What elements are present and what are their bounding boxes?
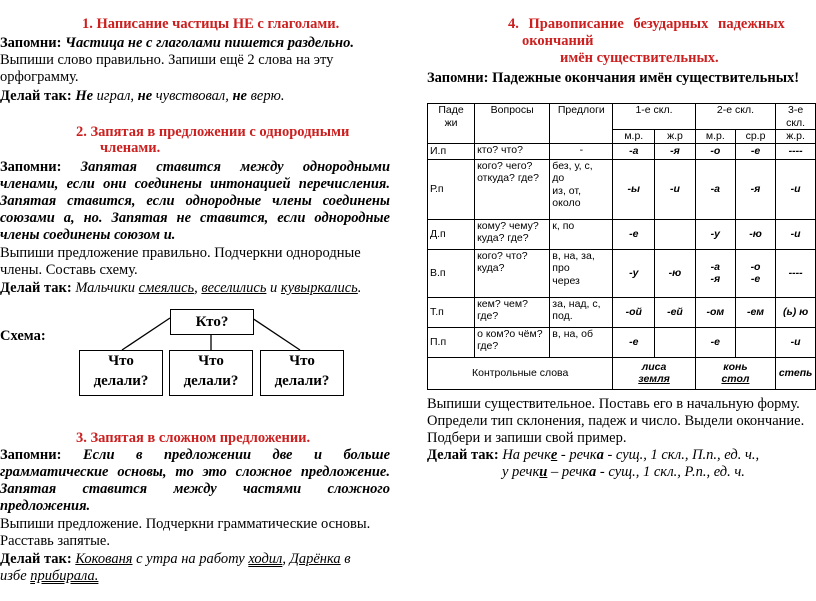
do-label: Делай так: — [0, 280, 72, 296]
case-ending: ---- — [776, 249, 816, 297]
control-word: степь — [776, 357, 816, 389]
example-subject: Мальчики — [75, 280, 136, 296]
case-name: Д.п — [428, 219, 475, 249]
example-word: играл, — [96, 88, 135, 104]
section-4-heading-line-2: окончаний — [522, 33, 594, 49]
case-prepositions: без, у, с, до из, от, около — [550, 159, 613, 219]
case-ending: -е — [613, 219, 655, 249]
s2-example: Делай так: Мальчики смеялись, веселились и кувыркались. — [0, 280, 362, 296]
case-name: Р.п — [428, 159, 475, 219]
s2-rule: Запятая ставится между однородными — [80, 159, 391, 175]
case-row — [428, 297, 816, 327]
header-prepositions: Предлоги — [550, 104, 613, 144]
s2-rule-line-3: Запятая ставится, если однородные члены соединены — [0, 193, 390, 209]
s3-rule: Если в предложении две и больше — [82, 447, 390, 463]
s3-rule-line-2: грамматические основы, то это сложное предложение. — [0, 464, 390, 480]
case-prepositions: в, на, за, про через — [550, 249, 613, 297]
section-1-heading: 1. Написание частицы НЕ с глаголами. — [82, 16, 340, 32]
header-questions: Вопросы — [475, 104, 550, 144]
header-declension-3: 3-е скл. — [776, 104, 816, 130]
header-declension-2: 2-е скл. — [695, 104, 775, 130]
remember-label: Запомни: — [0, 159, 62, 175]
section-2-heading-line-1: 2. Запятая в предложении с однородными — [76, 124, 350, 140]
example-verb: кувыркались — [280, 280, 358, 296]
table-header-row — [428, 104, 816, 130]
section-4-heading-line-1: 4. Правописание безударных падежных — [508, 16, 785, 32]
example-word: верю. — [250, 88, 285, 104]
control-words-label: Контрольные слова — [428, 357, 613, 389]
case-ending: -е — [695, 327, 735, 357]
case-ending — [735, 327, 775, 357]
case-prepositions: к, по — [550, 219, 613, 249]
example-ending: и — [539, 464, 548, 480]
case-ending — [655, 219, 696, 249]
case-ending: -о — [695, 143, 735, 159]
case-ending: -ой — [613, 297, 655, 327]
example-ending: а — [589, 464, 597, 480]
case-questions: кого? что? куда? — [475, 249, 550, 297]
example-predicate: ходил — [248, 551, 283, 567]
header-case: Паде жи — [428, 104, 475, 144]
case-questions: кем? чем? где? — [475, 297, 550, 327]
case-name: В.п — [428, 249, 475, 297]
case-name: И.п — [428, 143, 475, 159]
example-subject: Кокованя — [75, 551, 133, 567]
scheme-predicate-box: Что делали? — [169, 350, 253, 396]
control-word: лиса земля — [613, 357, 695, 389]
case-row — [428, 327, 816, 357]
case-name: Т.п — [428, 297, 475, 327]
s2-task-line-1: Выпиши предложение правильно. Подчеркни однородные — [0, 245, 361, 261]
case-questions: кого? чего? откуда? где? — [475, 159, 550, 219]
case-ending: -а -я — [695, 249, 735, 297]
case-ending: -я — [735, 159, 775, 219]
case-questions: кому? чему? куда? где? — [475, 219, 550, 249]
case-ending: -и — [655, 159, 696, 219]
s2-rule-line-4: союзами а, но. Запятая не ставится, если однородные — [0, 210, 390, 226]
gender-cell: м.р. — [695, 130, 735, 144]
do-label: Делай так: — [0, 551, 72, 567]
example-ending: а — [596, 447, 604, 463]
scheme-label: Схема: — [0, 328, 46, 344]
case-ending — [655, 327, 696, 357]
s4-task-line-2: Определи тип склонения, падеж и число. Выдели окончание. — [427, 413, 805, 429]
s1-task-line-1: Выпиши слово правильно. Запиши ещё 2 слова на эту — [0, 52, 334, 68]
gender-cell: ж.р — [655, 130, 696, 144]
case-endings-table — [427, 103, 816, 390]
case-ending: ---- — [776, 143, 816, 159]
case-ending: -ю — [655, 249, 696, 297]
case-questions: о ком?о чём? где? — [475, 327, 550, 357]
case-ending: -ю — [735, 219, 775, 249]
s3-example-line-1: Делай так: Кокованя с утра на работу ходил, Дарёнка в — [0, 551, 351, 567]
case-ending: -ом — [695, 297, 735, 327]
case-ending: (ь) ю — [776, 297, 816, 327]
scheme-predicate-box: Что делали? — [260, 350, 344, 396]
s3-rule-line-4: предложения. — [0, 498, 91, 514]
control-word: конь стол — [695, 357, 775, 389]
example-verb: веселились — [201, 280, 267, 296]
case-ending: -е — [613, 327, 655, 357]
do-label: Делай так: — [427, 447, 499, 463]
s2-rule-line-5: члены соединены союзом и. — [0, 227, 176, 243]
s3-task-line-2: Расставь запятые. — [0, 533, 110, 549]
case-ending: -а — [613, 143, 655, 159]
section-4-remember: Запомни: Падежные окончания имён существительных! — [427, 70, 800, 86]
control-words-row — [428, 357, 816, 389]
case-ending: -о -е — [735, 249, 775, 297]
s4-task-line-3: Подбери и запиши свой пример. — [427, 430, 627, 446]
case-row — [428, 249, 816, 297]
case-ending: -ей — [655, 297, 696, 327]
case-prepositions: - — [550, 143, 613, 159]
s1-rule: Частица не с глаголами пишется раздельно. — [65, 35, 354, 51]
case-prepositions: за, над, с, под. — [550, 297, 613, 327]
example-neg: не — [137, 88, 153, 104]
section-4-heading-line-3: имён существительных. — [560, 50, 719, 66]
gender-cell: м.р. — [613, 130, 655, 144]
case-row — [428, 219, 816, 249]
section-3-heading: 3. Запятая в сложном предложении. — [76, 430, 311, 446]
gender-cell: ж.р. — [776, 130, 816, 144]
case-ending: -я — [655, 143, 696, 159]
case-questions: кто? что? — [475, 143, 550, 159]
example-neg: не — [232, 88, 247, 104]
case-name: П.п — [428, 327, 475, 357]
s1-task-line-2: орфограмму. — [0, 69, 79, 85]
case-ending: -у — [695, 219, 735, 249]
gender-cell: ср.р — [735, 130, 775, 144]
s3-example-line-2: избе прибирала. — [0, 568, 99, 584]
case-row — [428, 143, 816, 159]
case-ending: -а — [695, 159, 735, 219]
example-neg: Не — [75, 88, 94, 104]
scheme-predicate-box: Что делали? — [79, 350, 163, 396]
example-conjunction: и — [270, 280, 278, 296]
case-ending: -и — [776, 159, 816, 219]
example-predicate: прибирала. — [30, 568, 99, 584]
s4-task-line-1: Выпиши существительное. Поставь его в начальную форму. — [427, 396, 800, 412]
section-2-heading-line-2: членами. — [100, 140, 161, 156]
s3-task-line-1: Выпиши предложение. Подчеркни грамматические основы. — [0, 516, 371, 532]
do-label: Делай так: — [0, 88, 72, 104]
case-ending: -е — [735, 143, 775, 159]
example-word: чувствовал, — [155, 88, 229, 104]
s4-example-line-2: у речки – речка - сущ., 1 скл., Р.п., ед. ч. — [502, 464, 745, 480]
example-verb: смеялись — [138, 280, 195, 296]
s4-example-line-1: Делай так: На речке - речка - сущ., 1 скл., П.п., ед. ч., — [427, 447, 760, 463]
case-prepositions: в, на, об — [550, 327, 613, 357]
case-ending: -и — [776, 327, 816, 357]
case-ending: -у — [613, 249, 655, 297]
case-ending: -и — [776, 219, 816, 249]
s2-task-line-2: члены. Составь схему. — [0, 262, 138, 278]
s2-rule-line-2: членами, если они соединены интонацией перечисления. — [0, 176, 390, 192]
case-row — [428, 159, 816, 219]
example-subject: Дарёнка — [289, 551, 341, 567]
header-declension-1: 1-е скл. — [613, 104, 695, 130]
s3-rule-line-3: Запятая ставится между частями сложного — [0, 481, 390, 497]
example-ending: е — [550, 447, 558, 463]
case-ending: -ем — [735, 297, 775, 327]
case-ending: -ы — [613, 159, 655, 219]
remember-label: Запомни: — [0, 447, 62, 463]
scheme-subject-box: Кто? — [170, 309, 254, 335]
remember-label: Запомни: — [0, 35, 62, 51]
